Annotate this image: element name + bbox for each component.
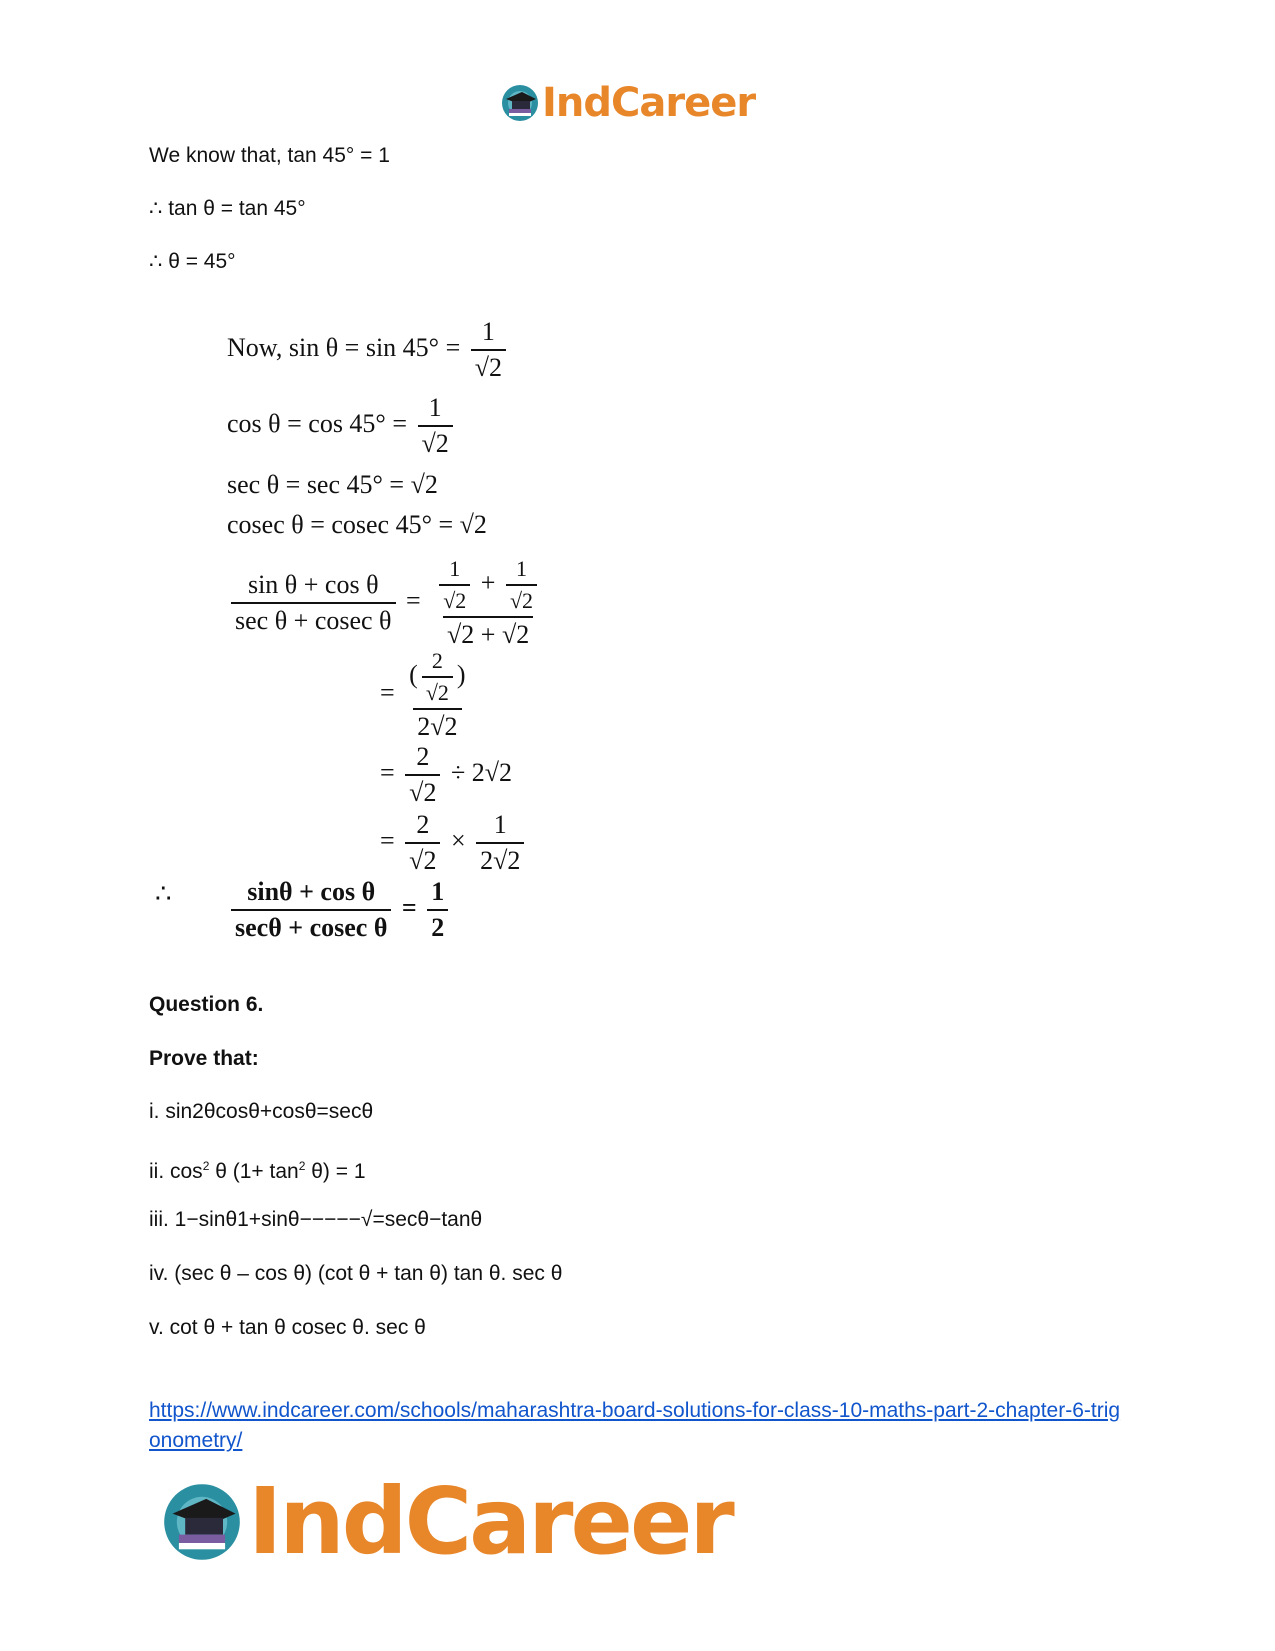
indcareer-logo-bottom	[160, 1468, 732, 1575]
denominator: 2√2	[476, 842, 524, 876]
question-item-v: v. cot θ + tan θ cosec θ. sec θ	[149, 1316, 426, 1339]
superscript: 2	[298, 1159, 306, 1173]
numerator: sinθ + cos θ	[247, 877, 376, 906]
math-ratio-line	[227, 556, 549, 650]
math-value: 2√2	[471, 757, 513, 787]
numerator: 1	[428, 393, 442, 422]
therefore-symbol: ∴	[155, 879, 172, 908]
question-title: Question 6.	[149, 993, 264, 1016]
math-value: √2	[410, 470, 438, 499]
superscript: 2	[202, 1159, 210, 1173]
denominator: √2	[405, 774, 440, 808]
math-conclusion	[227, 877, 452, 943]
numerator: 1	[431, 877, 445, 906]
question-item-i: i. sin2θcosθ+cosθ=secθ	[149, 1100, 374, 1123]
question-item-iii: iii. 1−sinθ1+sinθ−−−−−√=secθ−tanθ	[149, 1208, 483, 1231]
question-prompt: Prove that:	[149, 1047, 259, 1070]
math-text: cosec θ = cosec 45° =	[227, 510, 454, 539]
item-text: θ (1+ tan	[209, 1160, 299, 1183]
item-text: ii. cos	[149, 1160, 203, 1183]
source-link[interactable]: https://www.indcareer.com/schools/maharashtra-board-solutions-for-class-10-maths-part-2-chapter-6-trigonometry/	[149, 1399, 1121, 1452]
item-text: θ) = 1	[305, 1160, 366, 1183]
denominator: √2	[405, 842, 440, 876]
equals-sign: =	[380, 757, 395, 787]
math-step-2	[380, 742, 512, 808]
fraction	[231, 570, 396, 636]
logo-wordmark: IndCareer	[248, 1468, 732, 1575]
denominator: 2	[427, 909, 448, 943]
indcareer-logo-top	[500, 80, 755, 126]
numerator: sin θ + cos θ	[247, 570, 379, 599]
fraction	[231, 877, 391, 943]
numerator: 2	[416, 742, 430, 771]
numerator	[431, 556, 545, 616]
fraction	[418, 393, 453, 459]
plus-sign: +	[480, 620, 496, 649]
equals-sign: =	[380, 677, 395, 707]
compound-fraction	[431, 556, 545, 650]
math-step-3	[380, 810, 528, 876]
denominator: √2	[471, 349, 506, 383]
math-cosec-line	[227, 510, 487, 540]
math-text: cos θ = cos 45° =	[227, 408, 407, 438]
numerator: 1	[515, 556, 527, 581]
numerator: 1	[449, 556, 461, 581]
equals-sign: =	[401, 892, 417, 922]
math-text: Now, sin θ = sin 45° =	[227, 332, 461, 362]
math-value: √2	[459, 510, 487, 539]
equals-sign: =	[380, 825, 395, 855]
denominator	[443, 616, 533, 650]
compound-fraction	[405, 648, 469, 742]
text-line-1: We know that, tan 45° = 1	[149, 144, 390, 167]
math-value: √2	[501, 620, 530, 649]
text-line-3: ∴ θ = 45°	[149, 250, 236, 273]
denominator: √2	[418, 425, 453, 459]
denominator: √2	[506, 584, 537, 614]
numerator: 2	[431, 648, 443, 673]
fraction	[439, 556, 470, 614]
numerator: 2	[416, 810, 430, 839]
math-step-1	[380, 648, 474, 742]
equals-sign: =	[406, 585, 421, 615]
plus-sign: +	[480, 567, 496, 597]
fraction	[476, 810, 524, 876]
times-sign: ×	[450, 825, 466, 855]
denominator: √2	[439, 584, 470, 614]
graduation-cap-icon	[500, 83, 540, 123]
math-sin-line	[227, 317, 510, 383]
denominator: sec θ + cosec θ	[231, 602, 396, 636]
numerator: 1	[493, 810, 507, 839]
question-item-iv: iv. (sec θ – cos θ) (cot θ + tan θ) tan θ. sec θ	[149, 1262, 563, 1285]
fraction	[405, 742, 440, 808]
math-text: sec θ = sec 45° =	[227, 470, 405, 499]
graduation-cap-icon	[160, 1480, 244, 1564]
math-cos-line	[227, 393, 457, 459]
numerator: 1	[481, 317, 495, 346]
denominator: secθ + cosec θ	[231, 909, 391, 943]
divide-sign: ÷	[450, 757, 466, 787]
math-sec-line	[227, 470, 438, 500]
numerator: ( $\frac{2}{√2}$ )	[409, 648, 466, 705]
fraction	[405, 810, 440, 876]
denominator: 2√2	[413, 708, 461, 742]
logo-wordmark: IndCareer	[542, 80, 756, 126]
fraction	[471, 317, 506, 383]
fraction	[422, 648, 453, 706]
fraction	[506, 556, 537, 614]
denominator: √2	[422, 676, 453, 706]
question-item-ii	[149, 1153, 366, 1185]
math-value: √2	[446, 620, 475, 649]
text-line-2: ∴ tan θ = tan 45°	[149, 197, 306, 220]
fraction	[427, 877, 448, 943]
